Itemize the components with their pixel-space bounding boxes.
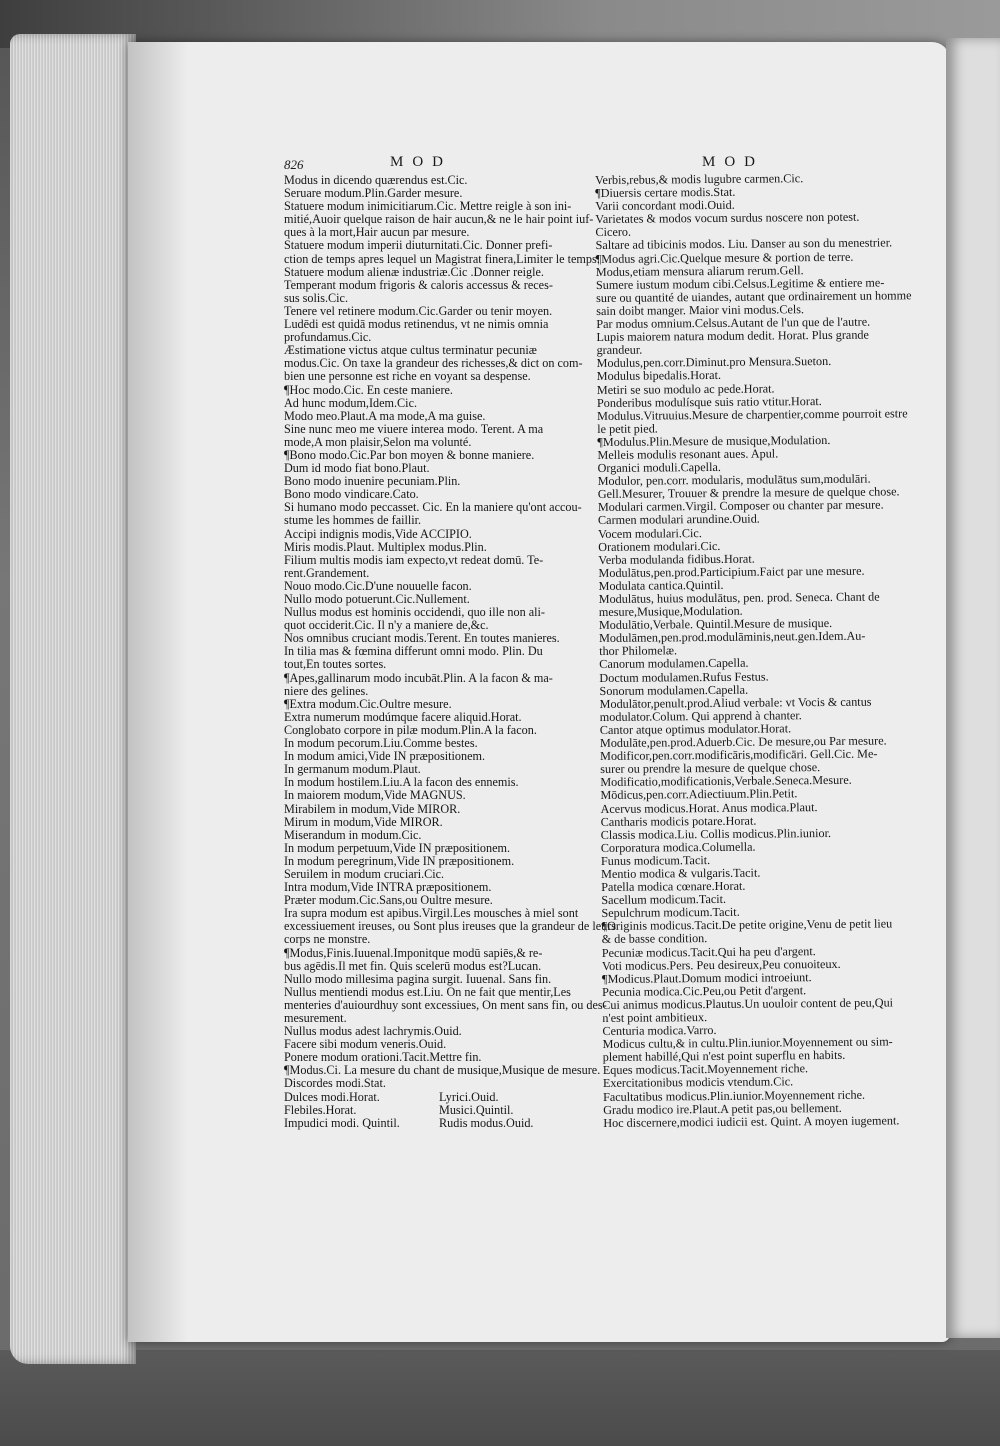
dictionary-line: Lupis maiorem natura modum dedit. Horat. Plus grande xyxy=(596,327,869,345)
dictionary-line: Nullus modus est hominis occidendi, quo ille non ali- xyxy=(284,605,545,620)
dictionary-line: Par modus omnium.Celsus.Autant de l'un que de l'autre. xyxy=(596,314,871,332)
background-top xyxy=(0,0,1000,48)
dictionary-line: Mirabilem in modum,Vide MIROR. xyxy=(284,801,461,816)
dictionary-line: Discordes modi.Stat. xyxy=(284,1076,386,1091)
dictionary-line: niere des gelines. xyxy=(284,683,369,698)
dictionary-line: Organici moduli.Capella. xyxy=(597,459,721,476)
dictionary-line: ¶Modulus.Plin.Mesure de musique,Modulation. xyxy=(597,432,831,449)
dictionary-line: Miris modis.Plaut. Multiplex modus.Plin. xyxy=(284,539,487,554)
dictionary-line: Bono modo vindicare.Cato. xyxy=(284,487,419,502)
dictionary-line: Nullus modus adest lachrymis.Ouid. xyxy=(284,1024,462,1039)
dictionary-line: ¶Diuersis certare modis.Stat. xyxy=(595,184,736,201)
dictionary-line: Mentio modica & vulgaris.Tacit. xyxy=(601,865,761,881)
dictionary-line: Miserandum in modum.Cic. xyxy=(284,827,422,842)
running-head-right: MOD xyxy=(702,154,765,170)
dictionary-line: Temperant modum frigoris & caloris accessus & reces- xyxy=(284,277,553,292)
dictionary-line: Nullus mentiendi modus est.Liu. On ne fait que mentir,Les xyxy=(284,984,571,999)
dictionary-line: corps ne monstre. xyxy=(284,932,371,947)
dictionary-line: n'est point ambitieux. xyxy=(602,1010,708,1025)
dictionary-line: Sacellum modicum.Tacit. xyxy=(601,892,727,908)
dictionary-line: Nouo modo.Cic.D'une nouuelle facon. xyxy=(284,578,472,593)
dictionary-line: Ponderibus modulísque suis ratio vtitur.Horat. xyxy=(596,393,822,410)
dictionary-line: Patella modica cœnare.Horat. xyxy=(601,878,746,895)
dictionary-line: Mirum in modum,Vide MIROR. xyxy=(284,814,443,829)
dictionary-line: Eques modicus.Tacit.Moyennement riche. xyxy=(602,1061,809,1078)
dictionary-entry: Impudici modi. Quintil. xyxy=(284,1115,400,1130)
dictionary-line: modus.Cic. On taxe la grandeur des richesses,& dict on com- xyxy=(284,356,583,371)
dictionary-line: rent.Grandement. xyxy=(284,565,370,580)
running-head-left: MOD xyxy=(390,154,453,170)
dictionary-line: Statuere modum imperii diuturnitati.Cic. Donner prefi- xyxy=(284,238,553,253)
dictionary-line: Doctum modulamen.Rufus Festus. xyxy=(599,669,769,685)
dictionary-line: Carmen modulari arundine.Ouid. xyxy=(597,512,760,528)
dictionary-line: plement habillé,Qui n'est point superflu en habits. xyxy=(602,1048,846,1065)
dictionary-line: Bono modo inuenire pecuniam.Plin. xyxy=(284,474,461,489)
dictionary-line: Pecuniæ modicus.Tacit.Qui ha peu d'argent. xyxy=(601,943,816,960)
dictionary-line: Modulāmen,pen.prod.modulāminis,neut.gen.Idem.Au- xyxy=(598,628,866,646)
dictionary-line: Sepulchrum modicum.Tacit. xyxy=(601,905,740,921)
dictionary-line: Modificatio,modificationis,Verbale.Seneca.Mesure. xyxy=(600,773,852,790)
dictionary-line: ction de temps apres lequel un Magistrat finera,Limiter le temps. xyxy=(284,251,600,266)
dictionary-line: Modulus,pen.corr.Diminut.pro Mensura.Sueton. xyxy=(596,354,832,371)
background-bottom xyxy=(0,1350,1000,1446)
dictionary-line: Classis modica.Liu. Collis modicus.Plin.iunior. xyxy=(600,825,832,842)
dictionary-entry: Lyrici.Ouid. xyxy=(439,1089,499,1104)
dictionary-line: Modulātio,Verbale. Quintil.Mesure de musique. xyxy=(598,616,833,633)
dictionary-line: grandeur. xyxy=(596,342,643,358)
dictionary-line: Centuria modica.Varro. xyxy=(602,1023,717,1039)
dictionary-line: ¶Apes,gallinarum modo incubāt.Plin. A la facon & ma- xyxy=(284,670,553,685)
dictionary-line: sure ou quantité de uiandes, autant que ordinairement un homme xyxy=(596,288,912,305)
dictionary-line: bien une personne est riche en voyant sa despense. xyxy=(284,369,531,384)
dictionary-line: Modulātus, huius modulātus, pen. prod. Seneca. Chant de xyxy=(598,589,880,606)
dictionary-line: Facere sibi modum veneris.Ouid. xyxy=(284,1037,447,1052)
dictionary-line: In modum peregrinum,Vide IN præpositionem. xyxy=(284,853,515,868)
dictionary-line: Præter modum.Cic.Sans,ou Oultre mesure. xyxy=(284,893,493,908)
dictionary-line: Æstimatione victus atque cultus terminatur pecuniæ xyxy=(284,343,537,358)
right-column xyxy=(594,171,912,1130)
dictionary-line: Mōdicus,pen.corr.Adiectiuum.Plin.Petit. xyxy=(600,786,798,803)
dictionary-line-pair xyxy=(284,1104,584,1117)
dictionary-line-pair xyxy=(284,1117,584,1130)
dictionary-entry: Musici.Quintil. xyxy=(439,1102,514,1117)
dictionary-line: Saltare ad tibicinis modos. Liu. Danser au son du menestrier. xyxy=(595,235,893,253)
dictionary-line: Modulus bipedalis.Horat. xyxy=(596,368,722,384)
dictionary-line: & de basse condition. xyxy=(601,931,708,947)
dictionary-line: Statuere modum inimicitiarum.Cic. Mettre reigle à son ini- xyxy=(284,199,572,214)
dictionary-line: ¶Extra modum.Cic.Oultre mesure. xyxy=(284,696,452,711)
dictionary-entry: Dulces modi.Horat. xyxy=(284,1089,380,1104)
dictionary-line: Modulātus,pen.prod.Participium.Faict par une mesure. xyxy=(598,563,865,580)
dictionary-line: Cui animus modicus.Plautus.Un uouloir content de peu,Qui xyxy=(602,995,894,1012)
dictionary-entry: Rudis modus.Ouid. xyxy=(439,1115,534,1130)
dictionary-line: mesurement. xyxy=(284,1011,347,1025)
dictionary-line: mode,A mon plaisir,Selon ma volunté. xyxy=(284,434,472,449)
dictionary-line: Voti modicus.Pers. Peu desireux,Peu conuoiteux. xyxy=(601,956,841,973)
dictionary-line: Filium multis modis iam expecto,vt redeat domū. Te- xyxy=(284,552,544,567)
dictionary-line: Verbis,rebus,& modis lugubre carmen.Cic. xyxy=(594,171,804,187)
dictionary-line: tout,En toutes sortes. xyxy=(284,657,387,672)
dictionary-line: mesure,Musique,Modulation. xyxy=(598,603,743,620)
dictionary-line: quot occiderit.Cic. Il n'y a maniere de,&c. xyxy=(284,618,489,633)
dictionary-line: Modulor, pen.corr. modularis, modulātus sum,modulāri. xyxy=(597,471,871,489)
dictionary-line: excessiuement ireuses, ou Sont plus ireuses que la grandeur de leurs xyxy=(284,919,617,934)
dictionary-line: In modum amici,Vide IN præpositionem. xyxy=(284,749,486,764)
dictionary-line: Melleis modulis resonant aues. Apul. xyxy=(597,446,779,462)
dictionary-line: Orationem modulari.Cic. xyxy=(598,538,721,554)
dictionary-line: Modulata cantica.Quintil. xyxy=(598,577,724,593)
dictionary-line: Si humano modo peccasset. Cic. En la maniere qu'ont accou- xyxy=(284,500,582,515)
dictionary-line: In modum hostilem.Liu.A la facon des ennemis. xyxy=(284,775,519,790)
dictionary-line: Statuere modum alienæ industriæ.Cic .Donner reigle. xyxy=(284,264,544,279)
book-page-edges xyxy=(10,34,136,1364)
dictionary-line: Nos omnibus cruciant modis.Terent. En toutes manieres. xyxy=(284,631,560,646)
dictionary-line: In modum perpetuum,Vide IN præpositionem. xyxy=(284,840,511,855)
dictionary-line: Metiri se suo modulo ac pede.Horat. xyxy=(596,380,775,397)
dictionary-line: Intra modum,Vide INTRA præpositionem. xyxy=(284,880,492,895)
dictionary-line: Sumere iustum modum cibi.Celsus.Legitime & entiere me- xyxy=(595,275,885,292)
dictionary-line: Verba modulanda fidibus.Horat. xyxy=(598,551,755,567)
dictionary-line: Modulāte,pen.prod.Aduerb.Cic. De mesure,ou Par mesure. xyxy=(599,733,887,751)
dictionary-line: Varii concordant modi.Ouid. xyxy=(595,197,735,214)
dictionary-line: Seruilem in modum cruciari.Cic. xyxy=(284,866,445,881)
dictionary-line: Tenere vel retinere modum.Cic.Garder ou tenir moyen. xyxy=(284,303,553,318)
dictionary-line: Vocem modulari.Cic. xyxy=(598,525,702,541)
dictionary-line: mitié,Auoir quelque raison de hair aucun,& ne le hair point iuf- xyxy=(284,212,594,227)
dictionary-line: Conglobato corpore in pilæ modum.Plin.A la facon. xyxy=(284,722,537,737)
dictionary-line: Acervus modicus.Horat. Anus modica.Plaut. xyxy=(600,799,818,816)
dictionary-line: Varietates & modos vocum surdus noscere non potest. xyxy=(595,209,860,227)
dictionary-line: Modulātor,penult.prod.Aliud verbale: vt Vocis & cantus xyxy=(599,694,872,711)
dictionary-line: surer ou prendre la mesure de quelque chose. xyxy=(600,760,821,777)
dictionary-line: Ponere modum orationi.Tacit.Mettre fin. xyxy=(284,1050,482,1065)
dictionary-line: bus agēdis.Il met fin. Quis scelerū modus est?Lucan. xyxy=(284,958,542,973)
dictionary-line: Extra numerum modúmque facere aliquid.Horat. xyxy=(284,709,522,724)
dictionary-line: In maiorem modum,Vide MAGNUS. xyxy=(284,788,466,803)
dictionary-line: In modum pecorum.Liu.Comme bestes. xyxy=(284,736,478,751)
dictionary-line: ¶Originis modicus.Tacit.De petite origine,Venu de petit lieu xyxy=(601,916,893,934)
dictionary-line: ¶Hoc modo.Cic. En ceste maniere. xyxy=(284,382,453,397)
dictionary-line: profundamus.Cic. xyxy=(284,330,372,345)
dictionary-line: Cicero. xyxy=(595,225,632,240)
dictionary-line: Nullo modo potuerunt.Cic.Nullement. xyxy=(284,592,470,606)
dictionary-line: Accipi indignis modis,Vide ACCIPIO. xyxy=(284,526,472,541)
dictionary-line: Dum id modo fiat bono.Plaut. xyxy=(284,461,430,476)
dictionary-line: Modicus cultu,& in cultu.Plin.iunior.Moyennement ou sim- xyxy=(602,1034,893,1052)
dictionary-line: ¶Bono modo.Cic.Par bon moyen & bonne maniere. xyxy=(284,447,535,462)
dictionary-line: Canorum modulamen.Capella. xyxy=(599,656,749,672)
dictionary-line: Pecunia modica.Cic.Peu,ou Petit d'argent. xyxy=(602,983,807,999)
dictionary-line-pair xyxy=(284,1091,584,1104)
dictionary-line: Gell.Mesurer, Trouuer & prendre la mesure de quelque chose. xyxy=(597,484,900,502)
dictionary-line: ¶Modus agri.Cic.Quelque mesure & portion de terre. xyxy=(595,249,854,266)
dictionary-line: sus solis.Cic. xyxy=(284,290,348,305)
dictionary-line: Modus in dicendo quærendus est.Cic. xyxy=(284,173,468,187)
dictionary-line: menteries d'auiourdhuy sont excessiues, On ment sans fin, ou des- xyxy=(284,997,607,1012)
dictionary-line: Exercitationibus modicis vtendum.Cic. xyxy=(602,1074,794,1091)
dictionary-line: Cantor atque optimus modulator.Horat. xyxy=(599,721,792,737)
dictionary-line: Modo meo.Plaut.A ma mode,A ma guise. xyxy=(284,408,486,423)
dictionary-line: ¶Modicus.Plaut.Domum modici introeiunt. xyxy=(601,969,812,986)
dictionary-line: le petit pied. xyxy=(597,421,658,436)
facing-page-edge xyxy=(946,38,1000,1338)
dictionary-line: Modulus.Vitruuius.Mesure de charpentier,comme pourroit estre xyxy=(597,405,908,423)
dictionary-line: Modus,etiam mensura aliarum rerum.Gell. xyxy=(595,262,804,279)
dictionary-line: thor Philomelæ. xyxy=(599,643,678,659)
dictionary-line: sain doibt manger. Maior vini modus.Cels. xyxy=(596,302,805,318)
dictionary-entry: Flebiles.Horat. xyxy=(284,1102,357,1117)
dictionary-line: modulator.Colum. Qui apprend à chanter. xyxy=(599,708,802,724)
dictionary-line: stume les hommes de faillir. xyxy=(284,513,422,528)
dictionary-line: Sine nunc meo me viuere interea modo. Terent. A ma xyxy=(284,421,544,436)
dictionary-line: In germanum modum.Plaut. xyxy=(284,762,421,777)
dictionary-line: Seruare modum.Plin.Garder mesure. xyxy=(284,186,463,201)
dictionary-line: Facultatibus modicus.Plin.iunior.Moyennement riche. xyxy=(602,1087,866,1104)
dictionary-line: Cantharis modicis potare.Horat. xyxy=(600,813,757,829)
dictionary-line: Modificor,pen.corr.modificāris,modificāri. Gell.Cic. Me- xyxy=(600,746,878,764)
dictionary-line: Gradu modico ire.Plaut.A petit pas,ou bellement. xyxy=(603,1100,842,1117)
dictionary-line: Ludēdi est quidā modus retinendus, vt ne nimis omnia xyxy=(284,317,549,332)
dictionary-line: Corporatura modica.Columella. xyxy=(600,839,756,855)
page-number: 826 xyxy=(284,157,304,172)
dictionary-line: Ira supra modum est apibus.Virgil.Les mousches à miel sont xyxy=(284,906,579,921)
dictionary-line: ques à la mort,Hair aucun par mesure. xyxy=(284,225,470,240)
dictionary-line: Modulari carmen.Virgil. Composer ou chanter par mesure. xyxy=(597,497,884,515)
dictionary-line: Ad hunc modum,Idem.Cic. xyxy=(284,395,418,410)
dictionary-line: Hoc discernere,modici iudicii est. Quint. A moyen iugement. xyxy=(603,1113,900,1130)
dictionary-line: Funus modicum.Tacit. xyxy=(600,852,711,868)
dictionary-line: In tilia mas & fœmina differunt omni modo. Plin. Du xyxy=(284,644,543,659)
dictionary-line: Nullo modo millesima pagina surgit. Iuuenal. Sans fin. xyxy=(284,971,552,986)
dictionary-line: ¶Modus.Ci. La mesure du chant de musique,Musique de mesure. xyxy=(284,1063,601,1078)
dictionary-line: ¶Modus,Finis.Iuuenal.Imponitque modū sapiēs,& re- xyxy=(284,945,543,960)
dictionary-line: Sonorum modulamen.Capella. xyxy=(599,682,749,698)
